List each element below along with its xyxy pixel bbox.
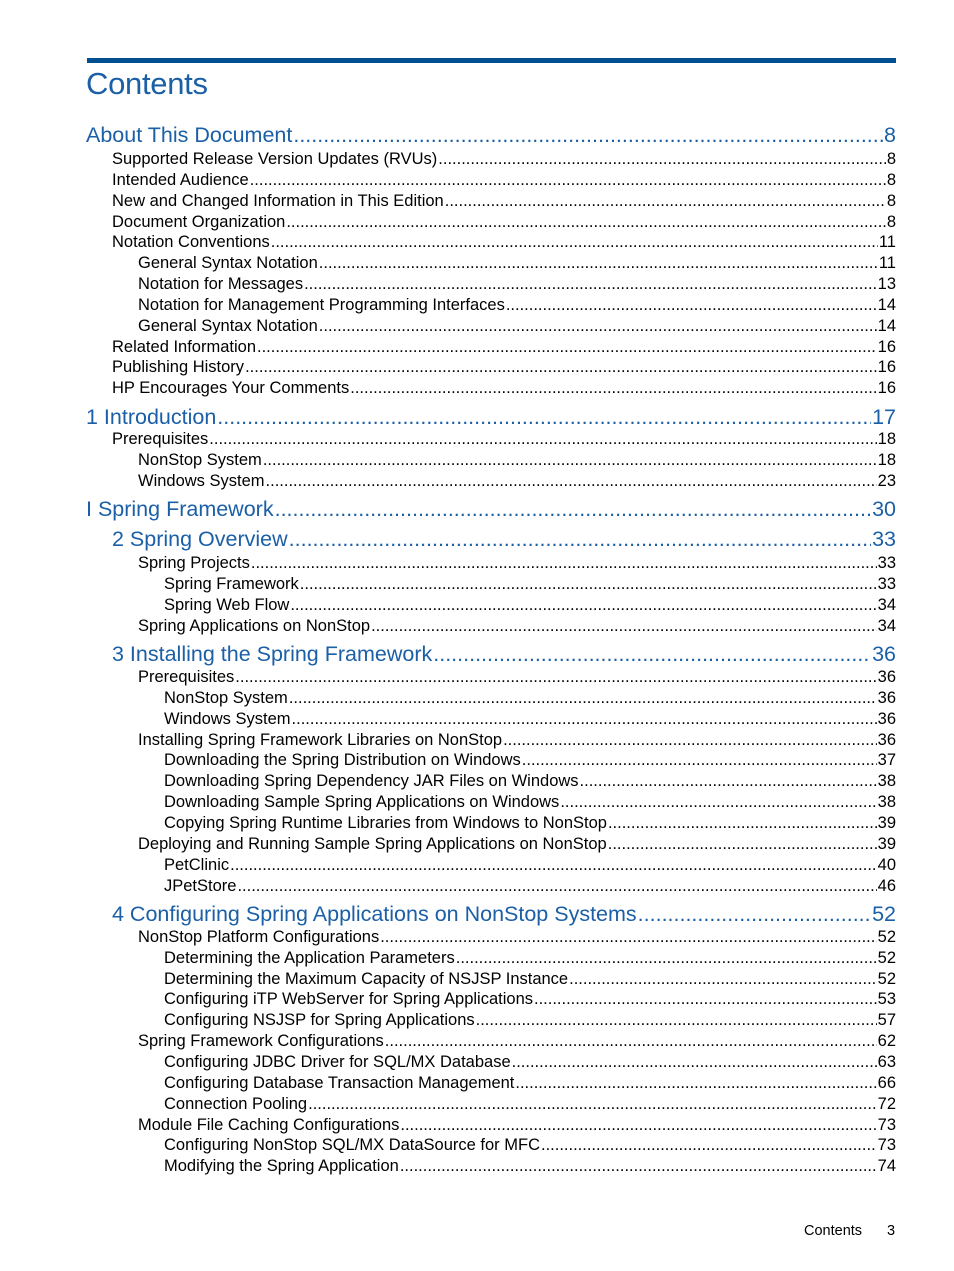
toc-leader-dots (230, 856, 877, 875)
toc-entry-title: NonStop Platform Configurations (138, 928, 380, 946)
toc-leader-dots (275, 497, 871, 522)
toc-entry-page: 73 (877, 1136, 896, 1154)
toc-entry[interactable] (138, 731, 896, 752)
toc-entry[interactable] (164, 877, 896, 898)
toc-leader-dots (289, 527, 871, 552)
toc-entry[interactable] (164, 1095, 896, 1116)
toc-entry-page: 8 (886, 213, 896, 231)
toc-entry-title: HP Encourages Your Comments (112, 379, 350, 397)
toc-entry-page: 52 (877, 928, 896, 946)
toc-entry-title: Spring Applications on NonStop (138, 617, 371, 635)
toc-entry-title: Downloading Sample Spring Applications on Windows (164, 793, 560, 811)
toc-entry[interactable] (164, 689, 896, 710)
toc-leader-dots (308, 1095, 877, 1114)
toc-entry-page: 33 (872, 527, 896, 551)
toc-entry[interactable] (86, 123, 896, 151)
toc-leader-dots (209, 430, 876, 449)
toc-entry[interactable] (138, 617, 896, 638)
toc-leader-dots (506, 296, 877, 315)
toc-entry-page: 63 (877, 1053, 896, 1071)
toc-entry-page: 14 (877, 317, 896, 335)
toc-leader-dots (245, 358, 877, 377)
toc-leader-dots (380, 928, 876, 947)
toc-entry[interactable] (112, 430, 896, 451)
toc-leader-dots (350, 379, 876, 398)
toc-leader-dots (266, 472, 877, 491)
toc-leader-dots (512, 1053, 877, 1072)
toc-entry-title: Downloading the Spring Distribution on Windows (164, 751, 521, 769)
toc-leader-dots (290, 596, 876, 615)
toc-leader-dots (293, 123, 883, 148)
toc-entry-title: 4 Configuring Spring Applications on NonStop Systems (112, 902, 637, 926)
toc-entry[interactable] (138, 928, 896, 949)
toc-entry-title: Publishing History (112, 358, 245, 376)
toc-entry-title: Downloading Spring Dependency JAR Files on Windows (164, 772, 579, 790)
toc-leader-dots (522, 751, 877, 770)
toc-entry-title: Configuring iTP WebServer for Spring Applications (164, 990, 533, 1008)
toc-entry-title: Prerequisites (112, 430, 209, 448)
toc-entry-title: Configuring NonStop SQL/MX DataSource for MFC (164, 1136, 540, 1154)
toc-entry-title: Spring Projects (138, 554, 250, 572)
toc-entry-page: 16 (877, 338, 896, 356)
toc-entry[interactable] (164, 710, 896, 731)
toc-entry-title: About This Document (86, 123, 293, 147)
toc-leader-dots (580, 772, 877, 791)
toc-leader-dots (400, 1116, 876, 1135)
toc-entry-page: 74 (877, 1157, 896, 1175)
toc-entry[interactable] (164, 990, 896, 1011)
toc-entry[interactable] (164, 856, 896, 877)
toc-entry-title: Spring Framework Configurations (138, 1032, 384, 1050)
footer-page-number: 3 (887, 1223, 896, 1239)
toc-entry-title: Prerequisites (138, 668, 235, 686)
toc-entry[interactable] (138, 1116, 896, 1137)
toc-entry[interactable] (164, 1011, 896, 1032)
toc-entry-title: Configuring JDBC Driver for SQL/MX Database (164, 1053, 511, 1071)
toc-leader-dots (608, 814, 877, 833)
toc-entry[interactable] (138, 275, 896, 296)
toc-entry[interactable] (164, 575, 896, 596)
toc-entry-title: PetClinic (164, 856, 230, 874)
toc-entry-title: Document Organization (112, 213, 286, 231)
toc-entry-page: 16 (877, 358, 896, 376)
toc-leader-dots (400, 1157, 877, 1176)
toc-entry-page: 36 (877, 689, 896, 707)
toc-entry-page: 33 (877, 575, 896, 593)
toc-leader-dots (503, 731, 877, 750)
toc-leader-dots (385, 1032, 877, 1051)
toc-leader-dots (286, 213, 885, 232)
toc-entry[interactable] (164, 949, 896, 970)
toc-entry-page: 30 (872, 497, 896, 521)
toc-entry-title: Supported Release Version Updates (RVUs) (112, 150, 438, 168)
toc-entry-page: 36 (877, 668, 896, 686)
toc-entry-title: NonStop System (138, 451, 262, 469)
toc-leader-dots (433, 642, 871, 667)
toc-leader-dots (476, 1011, 877, 1030)
toc-entry-page: 52 (877, 970, 896, 988)
toc-entry-title: 2 Spring Overview (112, 527, 288, 551)
toc-entry-title: Configuring Database Transaction Management (164, 1074, 515, 1092)
toc-entry-page: 8 (884, 123, 896, 147)
toc-entry-page: 72 (877, 1095, 896, 1113)
toc-entry[interactable] (112, 192, 896, 213)
toc-entry-page: 11 (878, 254, 896, 272)
toc-entry-page: 73 (877, 1116, 896, 1134)
toc-leader-dots (237, 877, 876, 896)
toc-entry[interactable] (164, 970, 896, 991)
toc-entry[interactable] (164, 1136, 896, 1157)
toc-entry-page: 46 (877, 877, 896, 895)
toc-entry-title: 3 Installing the Spring Framework (112, 642, 433, 666)
toc-entry-page: 38 (877, 772, 896, 790)
toc-entry[interactable] (164, 1074, 896, 1095)
toc-entry[interactable] (112, 150, 896, 171)
toc-leader-dots (445, 192, 886, 211)
toc-leader-dots (638, 902, 871, 927)
toc-entry-page: 14 (877, 296, 896, 314)
toc-entry[interactable] (164, 772, 896, 793)
toc-entry[interactable] (112, 642, 896, 670)
toc-entry-title: Windows System (164, 710, 291, 728)
toc-entry-title: Spring Web Flow (164, 596, 290, 614)
toc-entry[interactable] (164, 793, 896, 814)
toc-leader-dots (235, 668, 876, 687)
toc-entry-page: 53 (877, 990, 896, 1008)
toc-entry[interactable] (86, 405, 896, 433)
toc-entry-title: NonStop System (164, 689, 288, 707)
toc-entry-page: 40 (877, 856, 896, 874)
toc-entry-page: 18 (877, 451, 896, 469)
toc-entry-title: Determining the Maximum Capacity of NSJSP Instance (164, 970, 569, 988)
toc-leader-dots (456, 949, 877, 968)
toc-entry-title: Related Information (112, 338, 256, 356)
toc-entry-title: Notation Conventions (112, 233, 270, 251)
toc-leader-dots (569, 970, 877, 989)
toc-entry[interactable] (86, 497, 896, 525)
toc-entry-title: Configuring NSJSP for Spring Applications (164, 1011, 475, 1029)
toc-entry[interactable] (164, 751, 896, 772)
toc-entry-page: 11 (878, 233, 896, 251)
toc-leader-dots (292, 710, 877, 729)
toc-entry[interactable] (138, 296, 896, 317)
toc-leader-dots (304, 275, 877, 294)
toc-entry-title: General Syntax Notation (138, 317, 318, 335)
footer-label: Contents (804, 1223, 863, 1239)
toc-leader-dots (515, 1074, 876, 1093)
toc-entry-page: 33 (877, 554, 896, 572)
toc-leader-dots (319, 317, 877, 336)
toc-entry-title: New and Changed Information in This Edition (112, 192, 444, 210)
toc-entry-title: General Syntax Notation (138, 254, 318, 272)
toc-entry-page: 36 (872, 642, 896, 666)
toc-entry-page: 39 (877, 814, 896, 832)
toc-entry-page: 34 (877, 596, 896, 614)
toc-entry-title: Deploying and Running Sample Spring Applications on NonStop (138, 835, 607, 853)
toc-entry[interactable] (138, 554, 896, 575)
toc-entry[interactable] (138, 317, 896, 338)
toc-entry-page: 38 (877, 793, 896, 811)
toc-entry-page: 8 (886, 192, 896, 210)
toc-entry-title: Installing Spring Framework Libraries on NonStop (138, 731, 503, 749)
toc-entry-title: JPetStore (164, 877, 237, 895)
toc-entry-page: 34 (877, 617, 896, 635)
toc-leader-dots (263, 451, 877, 470)
toc-entry-page: 16 (877, 379, 896, 397)
toc-entry-page: 37 (877, 751, 896, 769)
toc-leader-dots (289, 689, 877, 708)
toc-leader-dots (251, 554, 877, 573)
toc-leader-dots (319, 254, 878, 273)
toc-entry[interactable] (112, 379, 896, 400)
toc-entry-title: Connection Pooling (164, 1095, 308, 1113)
toc-entry-page: 13 (877, 275, 896, 293)
toc-entry-title: Notation for Messages (138, 275, 304, 293)
toc-entry-title: Modifying the Spring Application (164, 1157, 399, 1175)
toc-entry[interactable] (112, 233, 896, 254)
toc-entry-title: Intended Audience (112, 171, 249, 189)
toc-entry-page: 8 (886, 171, 896, 189)
toc-entry-page: 23 (877, 472, 896, 490)
toc-entry[interactable] (112, 358, 896, 379)
toc-entry[interactable] (112, 527, 896, 555)
toc-entry[interactable] (164, 1157, 896, 1178)
toc-entry[interactable] (138, 472, 896, 493)
toc-entry-page: 36 (877, 731, 896, 749)
toc-entry[interactable] (112, 338, 896, 359)
toc-entry[interactable] (112, 171, 896, 192)
toc-entry-page: 17 (872, 405, 896, 429)
toc-leader-dots (271, 233, 878, 252)
toc-entry-title: 1 Introduction (86, 405, 217, 429)
toc-entry-page: 36 (877, 710, 896, 728)
toc-entry-title: Windows System (138, 472, 265, 490)
toc-entry-page: 52 (877, 949, 896, 967)
toc-leader-dots (541, 1136, 877, 1155)
toc-entry[interactable] (138, 668, 896, 689)
toc-entry[interactable] (112, 213, 896, 234)
toc-entry-page: 57 (877, 1011, 896, 1029)
toc-entry-title: Copying Spring Runtime Libraries from Windows to NonStop (164, 814, 607, 832)
toc-leader-dots (257, 338, 877, 357)
toc-leader-dots (608, 835, 877, 854)
page-title: Contents (86, 66, 208, 101)
toc-entry-title: Module File Caching Configurations (138, 1116, 400, 1134)
toc-leader-dots (438, 150, 886, 169)
toc-leader-dots (250, 171, 886, 190)
toc-leader-dots (560, 793, 876, 812)
toc-entry[interactable] (138, 835, 896, 856)
toc-leader-dots (300, 575, 877, 594)
header-rule (87, 58, 896, 63)
toc-leader-dots (534, 990, 877, 1009)
toc-entry-title: Spring Framework (164, 575, 299, 593)
toc-entry[interactable] (112, 902, 896, 930)
toc-entry-page: 62 (877, 1032, 896, 1050)
toc-entry[interactable] (164, 814, 896, 835)
toc-entry[interactable] (138, 451, 896, 472)
toc-entry[interactable] (138, 1032, 896, 1053)
toc-entry-page: 18 (877, 430, 896, 448)
toc-entry-title: Notation for Management Programming Interfaces (138, 296, 505, 314)
toc-entry[interactable] (164, 596, 896, 617)
toc-leader-dots (371, 617, 877, 636)
toc-entry-page: 52 (872, 902, 896, 926)
toc-entry-page: 66 (877, 1074, 896, 1092)
toc-entry[interactable] (138, 254, 896, 275)
toc-entry-title: Determining the Application Parameters (164, 949, 455, 967)
toc-entry[interactable] (164, 1053, 896, 1074)
toc-leader-dots (217, 405, 871, 430)
toc-entry-page: 8 (886, 150, 896, 168)
toc-entry-page: 39 (877, 835, 896, 853)
toc-entry-title: I Spring Framework (86, 497, 274, 521)
